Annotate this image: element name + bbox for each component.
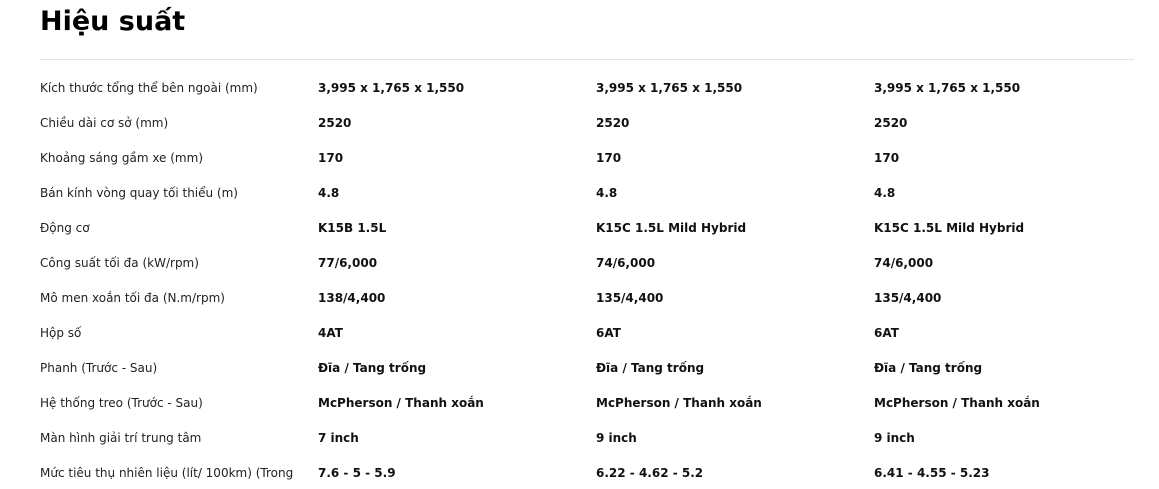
spec-row xyxy=(40,281,1134,316)
spec-value: 6AT xyxy=(874,326,899,340)
spec-value: 170 xyxy=(596,151,622,165)
spec-value: 6.22 - 4.62 - 5.2 xyxy=(596,466,704,480)
spec-label: Chiều dài cơ sở (mm) xyxy=(40,116,169,130)
spec-label: Công suất tối đa (kW/rpm) xyxy=(40,256,199,270)
spec-label: Hệ thống treo (Trước - Sau) xyxy=(40,396,203,410)
spec-value: 6AT xyxy=(596,326,621,340)
divider xyxy=(40,59,1134,60)
spec-value: 2520 xyxy=(318,116,352,130)
spec-value: 3,995 x 1,765 x 1,550 xyxy=(874,81,1021,95)
spec-row xyxy=(40,176,1134,211)
spec-value: 7 inch xyxy=(318,431,359,445)
spec-value: 2520 xyxy=(874,116,908,130)
spec-value: K15C 1.5L Mild Hybrid xyxy=(874,221,1025,235)
spec-value: 135/4,400 xyxy=(596,291,664,305)
spec-value: 77/6,000 xyxy=(318,256,378,270)
spec-value: 6.41 - 4.55 - 5.23 xyxy=(874,466,990,480)
spec-row xyxy=(40,351,1134,386)
spec-value: 170 xyxy=(318,151,344,165)
spec-row xyxy=(40,386,1134,421)
spec-value: 2520 xyxy=(596,116,630,130)
spec-value: K15C 1.5L Mild Hybrid xyxy=(596,221,747,235)
spec-label: Động cơ xyxy=(40,221,90,235)
spec-value: McPherson / Thanh xoắn xyxy=(596,396,762,410)
spec-table xyxy=(40,71,1134,489)
spec-value: 74/6,000 xyxy=(874,256,934,270)
spec-row xyxy=(40,211,1134,246)
spec-value: 9 inch xyxy=(596,431,637,445)
spec-value: Đĩa / Tang trống xyxy=(874,361,983,375)
spec-row xyxy=(40,421,1134,456)
spec-value: 7.6 - 5 - 5.9 xyxy=(318,466,396,480)
spec-value: 4.8 xyxy=(596,186,618,200)
spec-row xyxy=(40,246,1134,281)
spec-value: McPherson / Thanh xoắn xyxy=(318,396,484,410)
spec-row xyxy=(40,71,1134,106)
spec-label: Mô men xoắn tối đa (N.m/rpm) xyxy=(40,291,225,305)
spec-row xyxy=(40,456,1134,489)
spec-label: Kích thước tổng thể bên ngoài (mm) xyxy=(40,81,258,95)
spec-label: Mức tiêu thụ nhiên liệu (lít/ 100km) (Trong xyxy=(40,466,294,480)
spec-value: Đĩa / Tang trống xyxy=(596,361,705,375)
spec-value: McPherson / Thanh xoắn xyxy=(874,396,1040,410)
section-title: Hiệu suất xyxy=(40,6,186,37)
spec-label: Hộp số xyxy=(40,326,82,340)
spec-label: Phanh (Trước - Sau) xyxy=(40,361,158,375)
spec-label: Màn hình giải trí trung tâm xyxy=(40,431,202,445)
spec-value: 135/4,400 xyxy=(874,291,942,305)
spec-value: 3,995 x 1,765 x 1,550 xyxy=(318,81,465,95)
spec-value: 9 inch xyxy=(874,431,915,445)
spec-label: Khoảng sáng gầm xe (mm) xyxy=(40,151,203,165)
spec-value: 4.8 xyxy=(318,186,340,200)
spec-label: Bán kính vòng quay tối thiểu (m) xyxy=(40,186,238,200)
spec-value: 4.8 xyxy=(874,186,896,200)
spec-value: 4AT xyxy=(318,326,343,340)
spec-row xyxy=(40,141,1134,176)
spec-value: Đĩa / Tang trống xyxy=(318,361,427,375)
spec-value: 138/4,400 xyxy=(318,291,386,305)
spec-row xyxy=(40,316,1134,351)
spec-row xyxy=(40,106,1134,141)
spec-value: 170 xyxy=(874,151,900,165)
spec-value: 74/6,000 xyxy=(596,256,656,270)
spec-value: 3,995 x 1,765 x 1,550 xyxy=(596,81,743,95)
spec-value: K15B 1.5L xyxy=(318,221,387,235)
